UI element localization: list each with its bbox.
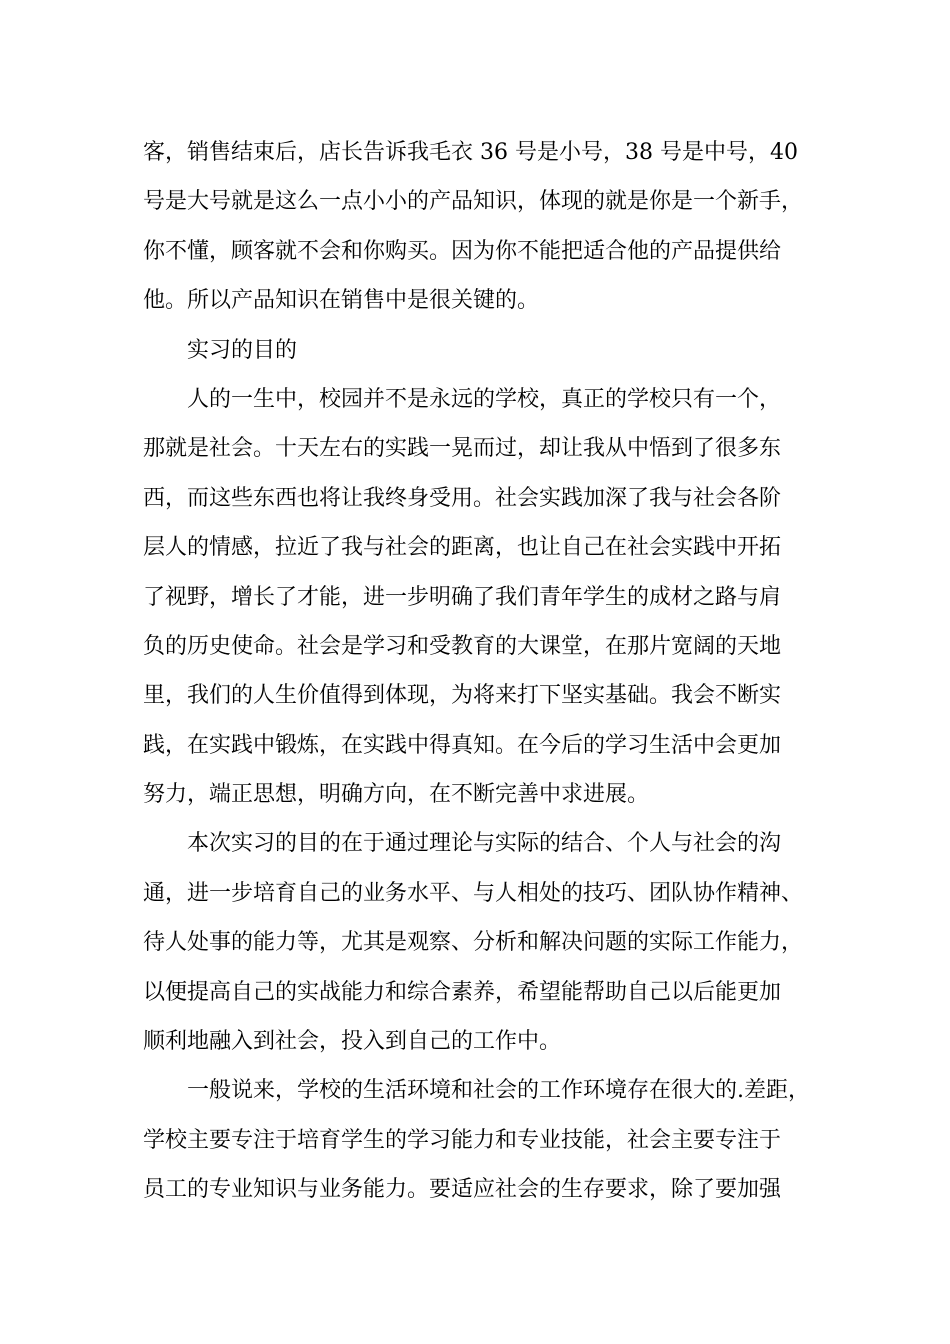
text-line-11: 负的历史使命。社会是学习和受教育的大课堂，在那片宽阔的天地 <box>143 633 782 659</box>
text-line-9: 层人的情感，拉近了我与社会的距离，也让自己在社会实践中开拓 <box>143 535 782 561</box>
text-line-10: 了视野，增长了才能，进一步明确了我们青年学生的成材之路与肩 <box>143 584 782 610</box>
text-line-13: 践，在实践中锻炼，在实践中得真知。在今后的学习生活中会更加 <box>143 732 782 758</box>
text-line-22: 员工的专业知识与业务能力。要适应社会的生存要求，除了要加强 <box>143 1177 782 1203</box>
text-line-12: 里，我们的人生价值得到体现，为将来打下坚实基础。我会不断实 <box>143 683 782 709</box>
text-line-16: 通，进一步培育自己的业务水平、与人相处的技巧、团队协作精神、 <box>143 880 804 906</box>
section-heading: 实习的目的 <box>187 337 298 363</box>
text-line-6: 人的一生中，校园并不是永远的学校，真正的学校只有一个， <box>187 386 782 412</box>
text-line-14: 努力，端正思想，明确方向，在不断完善中求进展。 <box>143 782 650 808</box>
text-line-20: 一般说来，学校的生活环境和社会的工作环境存在很大的.差距， <box>187 1078 810 1104</box>
text-line-17: 待人处事的能力等，尤其是观察、分析和解决问题的实际工作能力， <box>143 930 804 956</box>
text-line-8: 西，而这些东西也将让我终身受用。社会实践加深了我与社会各阶 <box>143 485 782 511</box>
text-line-1: 客，销售结束后，店长告诉我毛衣 36 号是小号，38 号是中号，40 <box>143 140 798 165</box>
text-line-7: 那就是社会。十天左右的实践一晃而过，却让我从中悟到了很多东 <box>143 436 782 462</box>
text-line-3: 你不懂，顾客就不会和你购买。因为你不能把适合他的产品提供给 <box>143 238 782 264</box>
text-line-18: 以便提高自己的实战能力和综合素养，希望能帮助自己以后能更加 <box>143 979 782 1005</box>
body-text <box>143 128 808 1215</box>
text-line-15: 本次实习的目的在于通过理论与实际的结合、个人与社会的沟 <box>187 831 782 857</box>
text-line-2: 号是大号就是这么一点小小的产品知识，体现的就是你是一个新手， <box>143 189 804 215</box>
text-line-4: 他。所以产品知识在销售中是很关键的。 <box>143 288 540 314</box>
text-line-21: 学校主要专注于培育学生的学习能力和专业技能，社会主要专注于 <box>143 1127 782 1153</box>
text-line-19: 顺利地融入到社会，投入到自己的工作中。 <box>143 1029 562 1055</box>
